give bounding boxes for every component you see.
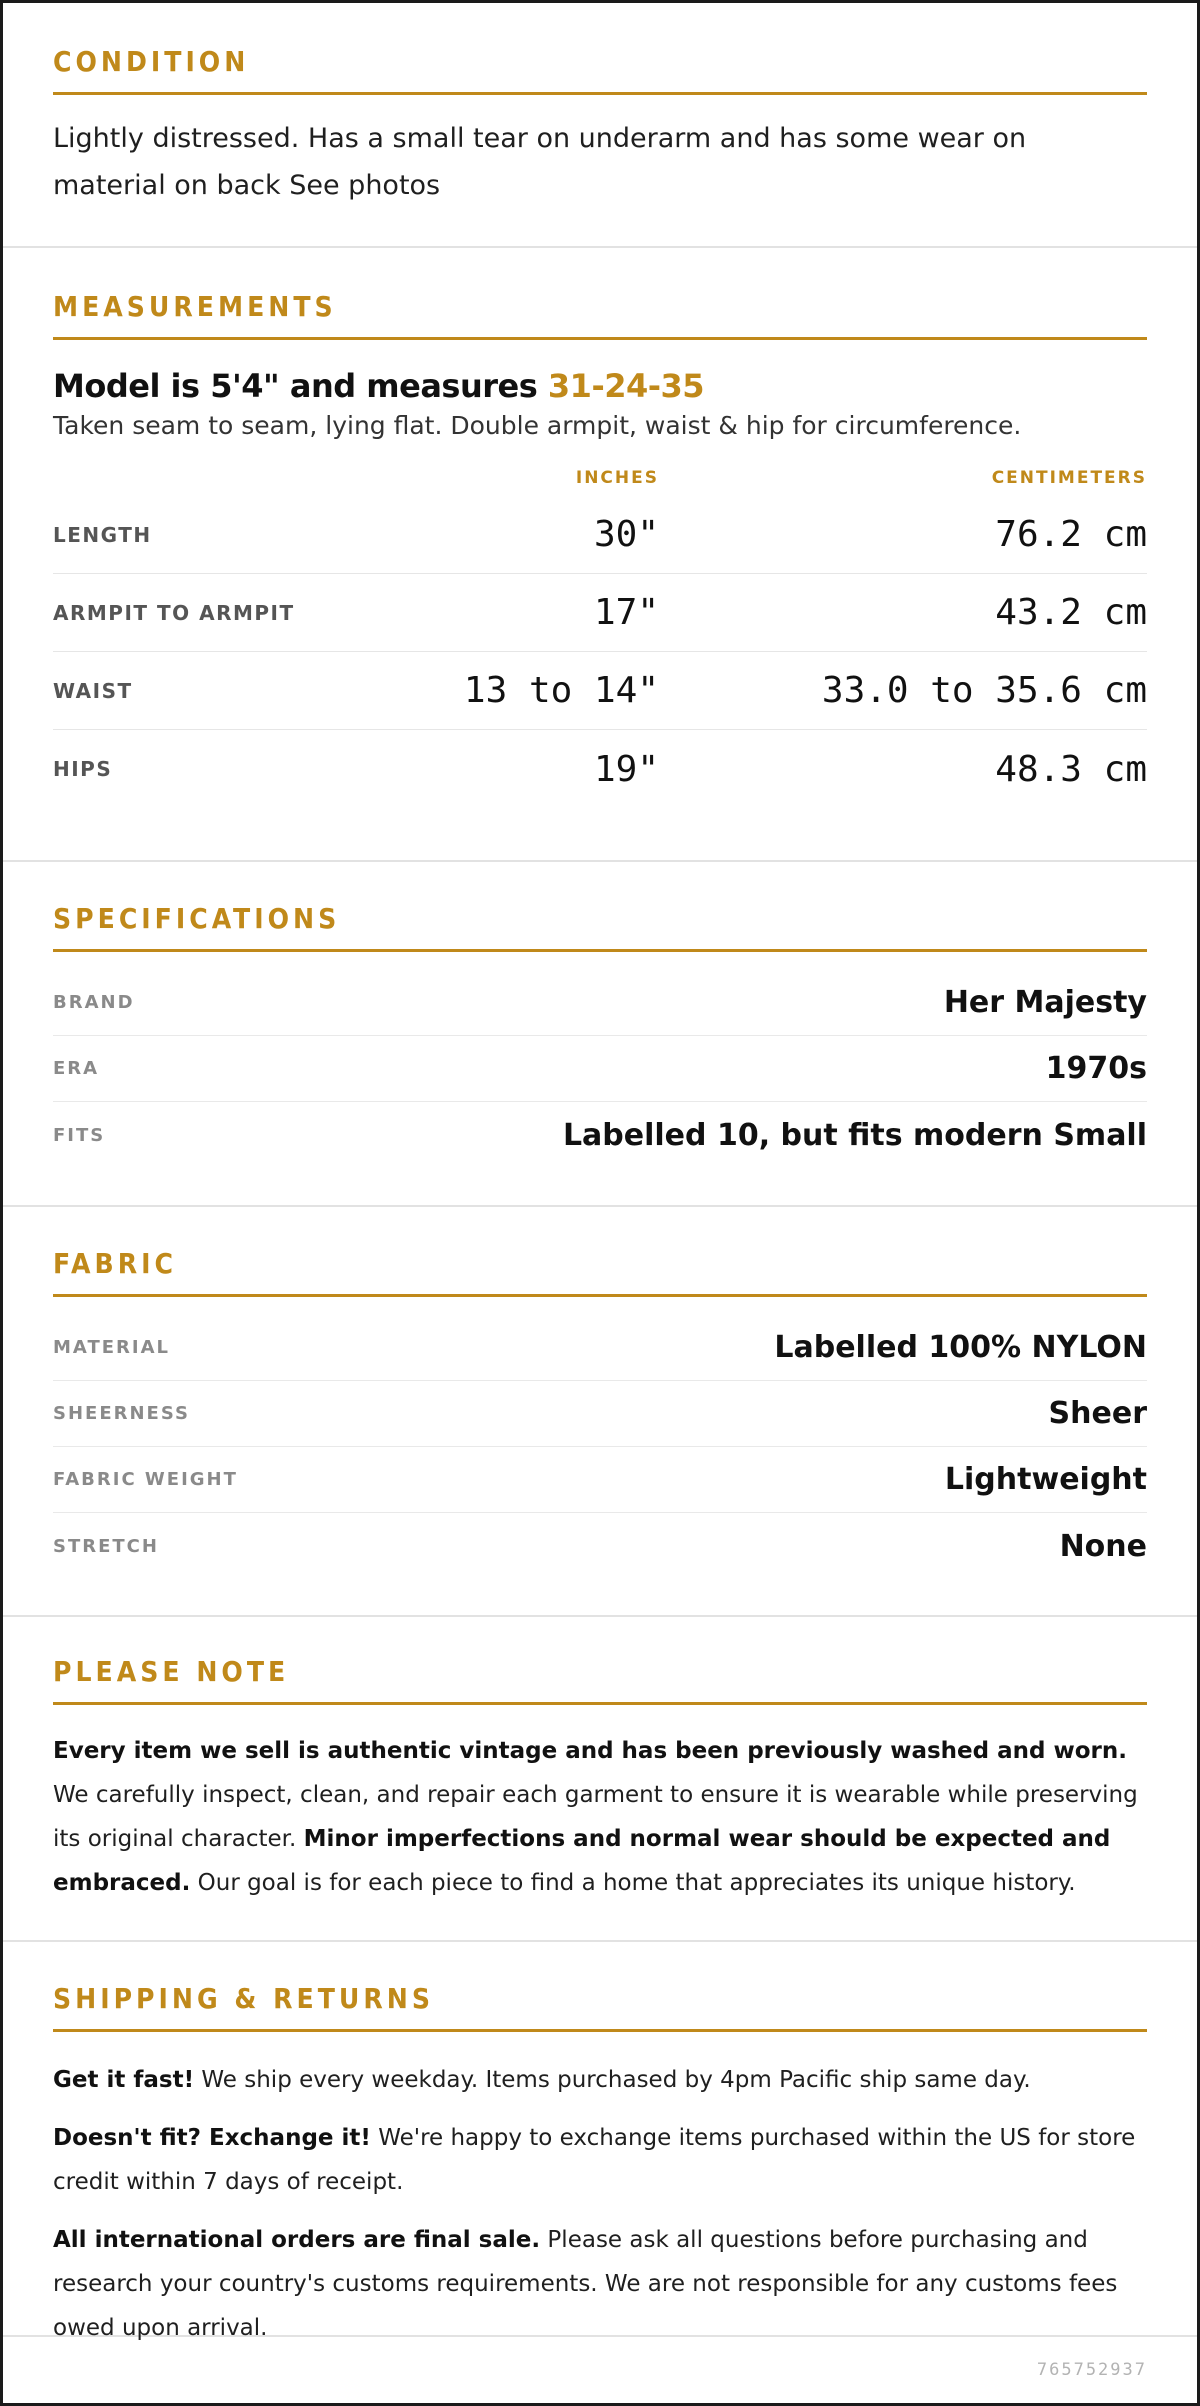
measurements-section — [3, 248, 1197, 862]
measurement-label: LENGTH — [53, 522, 152, 547]
fabric-row-weight — [53, 1447, 1147, 1513]
please-note-bold-2: Minor imperfections and normal wear should be expected and embraced. — [53, 1826, 1111, 1896]
specifications-heading: SPECIFICATIONS — [53, 902, 1147, 952]
measurement-label: WAIST — [53, 678, 133, 703]
sku-number: 765752937 — [1036, 2360, 1147, 2380]
fabric-heading: FABRIC — [53, 1247, 1147, 1297]
measurement-row-hips — [53, 730, 1147, 808]
fabric-section — [3, 1207, 1197, 1617]
fabric-value: Sheer — [1048, 1396, 1147, 1431]
fabric-row-sheerness — [53, 1381, 1147, 1447]
measurements-subtitle: Taken seam to seam, lying flat. Double armpit, waist & hip for circumference. — [53, 411, 1022, 440]
specifications-list — [53, 970, 1147, 1168]
fabric-value: Labelled 100% NYLON — [774, 1330, 1147, 1365]
model-measurements-value: 31-24-35 — [547, 367, 705, 405]
please-note-text — [53, 1729, 1147, 1905]
fabric-label: STRETCH — [53, 1535, 159, 1557]
measurement-label: ARMPIT TO ARMPIT — [53, 600, 295, 625]
fabric-list — [53, 1315, 1147, 1579]
condition-heading: CONDITION — [53, 45, 1147, 95]
measurement-cm: 43.2 cm — [995, 592, 1147, 633]
fabric-row-material — [53, 1315, 1147, 1381]
measurement-inches: 19" — [593, 748, 659, 790]
measurement-label: HIPS — [53, 757, 113, 781]
measurement-cm: 76.2 cm — [995, 514, 1147, 555]
fabric-label: FABRIC WEIGHT — [53, 1469, 238, 1490]
fabric-label: SHEERNESS — [53, 1403, 190, 1424]
shipping-text: We ship every weekday. Items purchased by 4pm Pacific ship same day. — [194, 2067, 1031, 2093]
shipping-returns-section — [3, 1942, 1197, 2341]
spec-value: 1970s — [1045, 1051, 1147, 1086]
measurement-inches: 17" — [593, 592, 659, 633]
measurement-inches: 30" — [593, 514, 659, 555]
measurement-cm: 48.3 cm — [995, 748, 1147, 790]
measurement-row-length — [53, 496, 1147, 574]
shipping-bold: All international orders are final sale. — [53, 2227, 541, 2253]
column-header-inches: INCHES — [575, 468, 659, 488]
shipping-paragraph-exchange — [53, 2116, 1147, 2204]
spec-row-era — [53, 1036, 1147, 1102]
measurement-row-waist — [53, 652, 1147, 730]
measurements-table — [53, 460, 1147, 808]
model-measurements-prefix: Model is 5'4" and measures — [53, 367, 548, 405]
shipping-text: Please ask all questions before purchasing and research your country's customs requirements. We are not responsible for any customs fees owed upon arrival. — [53, 2227, 1118, 2341]
measurement-inches: 13 to 14" — [463, 670, 659, 711]
shipping-heading: SHIPPING & RETURNS — [53, 1982, 1147, 2032]
spec-label: FITS — [53, 1124, 106, 1146]
fabric-row-stretch — [53, 1513, 1147, 1579]
shipping-paragraph-international — [53, 2218, 1147, 2350]
fabric-value: Lightweight — [944, 1462, 1147, 1497]
spec-row-brand — [53, 970, 1147, 1036]
please-note-text-2: Our goal is for each piece to find a home that appreciates its unique history. — [190, 1870, 1076, 1896]
specifications-section — [3, 862, 1197, 1207]
column-header-centimeters: CENTIMETERS — [991, 468, 1147, 488]
model-measurements — [53, 367, 1147, 405]
condition-section — [3, 3, 1197, 248]
measurements-table-header — [53, 460, 1147, 496]
spec-value: Her Majesty — [943, 985, 1147, 1020]
spec-label: ERA — [53, 1058, 100, 1079]
measurements-heading: MEASUREMENTS — [53, 290, 1147, 340]
shipping-bold: Get it fast! — [53, 2067, 195, 2093]
please-note-heading: PLEASE NOTE — [53, 1655, 1147, 1705]
measurement-row-armpit — [53, 574, 1147, 652]
spec-row-fits — [53, 1102, 1147, 1168]
fabric-value: None — [1059, 1528, 1147, 1564]
shipping-text: We're happy to exchange items purchased within the US for store credit within 7 days of receipt. — [53, 2125, 1136, 2195]
please-note-bold-1: Every item we sell is authentic vintage and has been previously washed and worn. — [53, 1738, 1127, 1764]
condition-text: Lightly distressed. Has a small tear on underarm and has some wear on material on back See photos — [53, 123, 1027, 201]
shipping-paragraph-fast — [53, 2058, 1147, 2102]
measurement-cm: 33.0 to 35.6 cm — [821, 670, 1147, 711]
please-note-text-1: We carefully inspect, clean, and repair each garment to ensure it is wearable while preserving its original character. — [53, 1782, 1138, 1852]
shipping-bold: Doesn't fit? Exchange it! — [53, 2125, 371, 2151]
spec-value: Labelled 10, but fits modern Small — [562, 1117, 1147, 1153]
fabric-label: MATERIAL — [53, 1337, 170, 1358]
please-note-section — [3, 1617, 1197, 1942]
spec-label: BRAND — [53, 992, 135, 1013]
